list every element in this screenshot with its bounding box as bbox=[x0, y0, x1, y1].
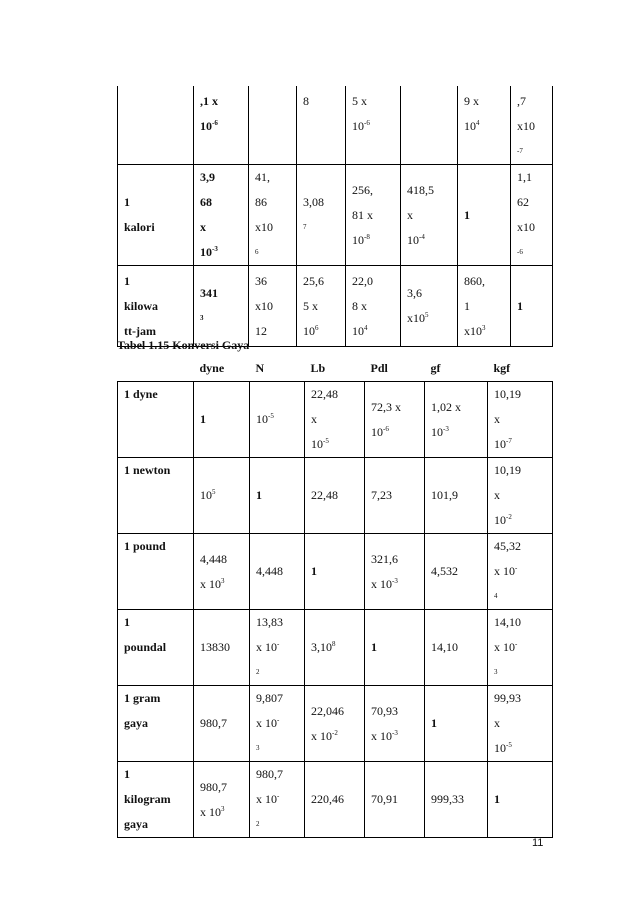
table-cell bbox=[249, 266, 297, 347]
table-cell bbox=[425, 686, 488, 762]
cell-line: 3,10$^8$ bbox=[311, 640, 336, 654]
table-cell bbox=[365, 610, 425, 686]
cell-line: $10^5$ bbox=[200, 488, 216, 502]
cell-line: 1 bbox=[431, 716, 437, 730]
row-header-line: 1 newton bbox=[124, 463, 171, 477]
cell-line: 4 bbox=[494, 592, 498, 600]
cell-line: 22,48 bbox=[311, 387, 338, 401]
cell-line: 13,83 bbox=[256, 615, 283, 629]
cell-line: $10^6$ bbox=[303, 323, 319, 338]
column-header: Lb bbox=[305, 356, 365, 382]
column-header: dyne bbox=[194, 356, 250, 382]
table-cell bbox=[305, 686, 365, 762]
table-cell bbox=[401, 266, 458, 347]
cell-line: $x10^3$ bbox=[464, 323, 486, 338]
cell-line: 4,532 bbox=[431, 564, 458, 578]
cell-line: 12 bbox=[255, 323, 267, 338]
cell-line: 1 bbox=[124, 195, 130, 209]
row-header bbox=[118, 458, 194, 534]
cell-line: 62 bbox=[517, 195, 529, 209]
table-cell bbox=[365, 534, 425, 610]
cell-line: 1,02 x bbox=[431, 399, 461, 414]
cell-line: x bbox=[494, 412, 500, 426]
cell-line: x 10- bbox=[256, 716, 280, 730]
cell-line: $10^{-6}$ bbox=[200, 119, 218, 133]
table-cell bbox=[194, 458, 250, 534]
row-header bbox=[118, 382, 194, 458]
cell-line: 7,23 bbox=[371, 488, 392, 502]
cell-line: 9 x bbox=[464, 94, 479, 108]
column-header: Pdl bbox=[365, 356, 425, 382]
table-cell bbox=[511, 86, 553, 165]
table-cell bbox=[250, 610, 305, 686]
cell-line: 14,10 bbox=[431, 640, 458, 654]
cell-line: 70,91 bbox=[371, 792, 398, 806]
table-cell bbox=[305, 534, 365, 610]
table-cell bbox=[249, 86, 297, 165]
cell-line: 980,7 bbox=[200, 716, 227, 730]
cell-line: 8 x bbox=[352, 298, 367, 313]
table-cell bbox=[488, 382, 553, 458]
table-cell bbox=[458, 165, 511, 266]
cell-line: -6 bbox=[517, 248, 523, 256]
row-header bbox=[118, 762, 194, 838]
cell-line: 3,6 bbox=[407, 286, 422, 300]
cell-line: 3,9 bbox=[200, 170, 215, 184]
cell-line: x $10^{-2}$ bbox=[311, 728, 338, 743]
table-cell bbox=[425, 458, 488, 534]
cell-line: 1 bbox=[124, 273, 130, 288]
cell-line: 3 bbox=[494, 668, 498, 676]
table-cell bbox=[118, 266, 194, 347]
cell-line: 220,46 bbox=[311, 792, 344, 806]
table-row bbox=[118, 610, 553, 686]
cell-line: 10,19 bbox=[494, 463, 521, 477]
cell-line: 101,9 bbox=[431, 488, 458, 502]
table-cell bbox=[511, 266, 553, 347]
cell-line: x $10^3$ bbox=[200, 576, 225, 591]
table-cell bbox=[250, 762, 305, 838]
cell-line: x 10- bbox=[256, 792, 280, 806]
table-cell bbox=[250, 382, 305, 458]
cell-line: $10^{-6}$ bbox=[352, 119, 370, 133]
cell-line: x bbox=[200, 220, 206, 234]
table-cell bbox=[194, 762, 250, 838]
cell-line: 14,10 bbox=[494, 615, 521, 629]
cell-line: 2 bbox=[256, 668, 260, 676]
table-cell bbox=[194, 534, 250, 610]
cell-line: $10^{-2}$ bbox=[494, 513, 512, 527]
cell-line: 41, bbox=[255, 170, 270, 184]
cell-line: 6 bbox=[255, 248, 259, 256]
cell-line: 81 x bbox=[352, 207, 373, 222]
row-header-line: gaya bbox=[124, 817, 148, 831]
cell-line: 10,19 bbox=[494, 387, 521, 401]
cell-line: 8 bbox=[303, 94, 309, 108]
cell-line: x bbox=[494, 716, 500, 730]
cell-line: 4,448 bbox=[256, 564, 283, 578]
cell-line: x 10- bbox=[256, 640, 280, 654]
cell-line: 22,0 bbox=[352, 273, 373, 288]
column-header: N bbox=[250, 356, 305, 382]
row-header-line: gaya bbox=[124, 716, 148, 730]
cell-line: tt-jam bbox=[124, 323, 156, 338]
table-row bbox=[118, 762, 553, 838]
cell-line: kilowa bbox=[124, 298, 159, 313]
table-cell bbox=[488, 458, 553, 534]
cell-line: 999,33 bbox=[431, 792, 464, 806]
cell-line: 980,7 bbox=[200, 779, 227, 794]
table-cell bbox=[305, 610, 365, 686]
cell-line: x $10^3$ bbox=[200, 804, 225, 819]
cell-line: x10 bbox=[517, 119, 535, 133]
table-cell bbox=[250, 686, 305, 762]
cell-line: 1 bbox=[494, 792, 500, 806]
cell-line: 1 bbox=[371, 640, 377, 654]
table-cell bbox=[297, 86, 346, 165]
table-cell bbox=[458, 266, 511, 347]
row-header-line: 1 gram bbox=[124, 691, 161, 705]
row-header bbox=[118, 686, 194, 762]
row-header-line: 1 pound bbox=[124, 539, 166, 553]
table-row bbox=[118, 266, 553, 347]
cell-line: 25,6 bbox=[303, 273, 324, 288]
cell-line: 5 x bbox=[303, 298, 318, 313]
table-caption: Tabel 1.15 Konversi Gaya bbox=[117, 338, 250, 352]
cell-line: 5 x bbox=[352, 94, 367, 108]
cell-line: 1 bbox=[256, 488, 262, 502]
table-cell bbox=[305, 382, 365, 458]
cell-line: 1,1 bbox=[517, 170, 532, 184]
row-header-line: kilogram bbox=[124, 792, 171, 806]
cell-line: x 10- bbox=[494, 564, 518, 578]
cell-line: 72,3 x bbox=[371, 399, 401, 414]
cell-line: $10^{-5}$ bbox=[256, 412, 274, 426]
cell-line: x $10^{-3}$ bbox=[371, 576, 398, 591]
table-cell bbox=[194, 382, 250, 458]
table-cell bbox=[250, 534, 305, 610]
table-cell bbox=[401, 86, 458, 165]
column-header bbox=[118, 356, 194, 382]
cell-line: 4,448 bbox=[200, 551, 227, 566]
table-row bbox=[118, 686, 553, 762]
cell-line: 1 bbox=[464, 207, 470, 222]
table-cell bbox=[194, 610, 250, 686]
table-cell bbox=[425, 534, 488, 610]
cell-line: 3,08 bbox=[303, 195, 324, 209]
cell-line: x bbox=[407, 207, 413, 222]
cell-line: x 10- bbox=[494, 640, 518, 654]
cell-line: 341 bbox=[200, 286, 218, 300]
table-cell bbox=[365, 382, 425, 458]
cell-line: 9,807 bbox=[256, 691, 283, 705]
table-cell bbox=[194, 86, 249, 165]
table-cell bbox=[194, 266, 249, 347]
cell-line: x $10^{-3}$ bbox=[371, 728, 398, 743]
cell-line: 68 bbox=[200, 195, 212, 209]
column-header: gf bbox=[425, 356, 488, 382]
cell-line: 1 bbox=[517, 298, 523, 313]
cell-line: 45,32 bbox=[494, 539, 521, 553]
table-cell bbox=[297, 165, 346, 266]
table-cell bbox=[305, 762, 365, 838]
table-cell bbox=[249, 165, 297, 266]
table-cell bbox=[401, 165, 458, 266]
cell-line: -7 bbox=[517, 147, 523, 155]
cell-line: x bbox=[311, 412, 317, 426]
table-cell bbox=[488, 610, 553, 686]
table-cell bbox=[458, 86, 511, 165]
cell-line: 3 bbox=[200, 314, 204, 322]
cell-line: kalori bbox=[124, 220, 155, 234]
row-header bbox=[118, 534, 194, 610]
cell-line: $10^4$ bbox=[352, 323, 368, 338]
table-cell bbox=[425, 762, 488, 838]
cell-line: 1 bbox=[311, 564, 317, 578]
table-cell bbox=[297, 266, 346, 347]
cell-line: $10^{-4}$ bbox=[407, 232, 425, 247]
cell-line: x10 bbox=[255, 298, 273, 313]
force-conversion-table bbox=[117, 356, 553, 838]
table-cell bbox=[118, 86, 194, 165]
cell-line: 321,6 bbox=[371, 551, 398, 566]
cell-line: 1 bbox=[464, 298, 470, 313]
table-cell bbox=[488, 686, 553, 762]
cell-line: x10 bbox=[255, 220, 273, 234]
cell-line: 3 bbox=[256, 744, 260, 752]
cell-line: 980,7 bbox=[256, 767, 283, 781]
row-header bbox=[118, 610, 194, 686]
cell-line: $x10^5$ bbox=[407, 311, 429, 325]
table-cell bbox=[425, 382, 488, 458]
cell-line: ,7 bbox=[517, 94, 526, 108]
table-row bbox=[118, 86, 553, 165]
table-cell bbox=[511, 165, 553, 266]
cell-line: 13830 bbox=[200, 640, 230, 654]
cell-line: $10^{-8}$ bbox=[352, 232, 370, 247]
table-cell bbox=[118, 165, 194, 266]
table-cell bbox=[346, 266, 401, 347]
table-cell bbox=[425, 610, 488, 686]
cell-line: 86 bbox=[255, 195, 267, 209]
cell-line: 7 bbox=[303, 223, 307, 231]
table-cell bbox=[250, 458, 305, 534]
cell-line: 99,93 bbox=[494, 691, 521, 705]
cell-line: $10^{-3}$ bbox=[200, 245, 218, 259]
cell-line: 2 bbox=[256, 820, 260, 828]
table-row bbox=[118, 534, 553, 610]
row-header-line: 1 bbox=[124, 767, 130, 781]
cell-line: $10^{-3}$ bbox=[431, 424, 449, 439]
cell-line: $10^{-5}$ bbox=[494, 741, 512, 755]
table-row bbox=[118, 382, 553, 458]
energy-conversion-table-continued bbox=[117, 86, 553, 347]
cell-line: 418,5 bbox=[407, 182, 434, 197]
cell-line: x10 bbox=[517, 220, 535, 234]
table-cell bbox=[365, 458, 425, 534]
table-cell bbox=[346, 86, 401, 165]
table-cell bbox=[305, 458, 365, 534]
row-header-line: 1 dyne bbox=[124, 387, 158, 401]
table-cell bbox=[194, 165, 249, 266]
table-row bbox=[118, 458, 553, 534]
row-header-line: 1 bbox=[124, 615, 130, 629]
table-cell bbox=[194, 686, 250, 762]
cell-line: 70,93 bbox=[371, 703, 398, 718]
table-cell bbox=[346, 165, 401, 266]
cell-line: 860, bbox=[464, 273, 485, 288]
cell-line: $10^{-6}$ bbox=[371, 424, 389, 439]
table-cell bbox=[365, 686, 425, 762]
table-row bbox=[118, 165, 553, 266]
cell-line: $10^{-5}$ bbox=[311, 437, 329, 451]
cell-line: x bbox=[494, 488, 500, 502]
cell-line: $10^4$ bbox=[464, 119, 480, 133]
cell-line: 256, bbox=[352, 182, 373, 197]
table-cell bbox=[488, 762, 553, 838]
cell-line: 22,046 bbox=[311, 703, 344, 718]
table-cell bbox=[365, 762, 425, 838]
column-header: kgf bbox=[488, 356, 553, 382]
cell-line: 36 bbox=[255, 273, 267, 288]
cell-line: 1 bbox=[200, 412, 206, 426]
page-number: 11 bbox=[532, 837, 544, 849]
row-header-line: poundal bbox=[124, 640, 167, 654]
cell-line: 22,48 bbox=[311, 488, 338, 502]
cell-line: ,1 x bbox=[200, 94, 218, 108]
table-cell bbox=[488, 534, 553, 610]
cell-line: $10^{-7}$ bbox=[494, 437, 512, 451]
